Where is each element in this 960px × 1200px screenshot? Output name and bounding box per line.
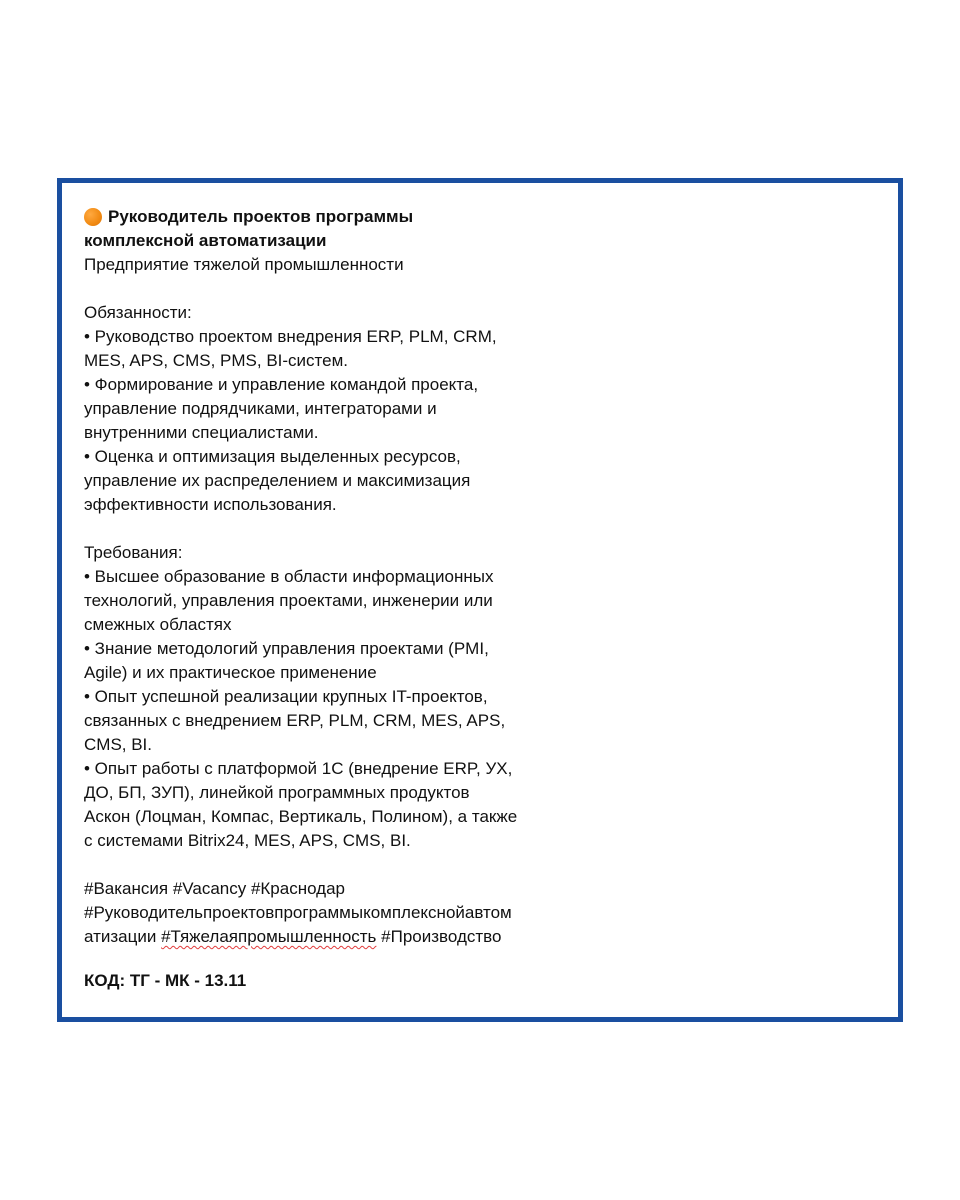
requirement-line: • Знание методологий управления проектами (PMI, — [84, 639, 489, 658]
hashtags — [84, 877, 604, 949]
hashtags-line-3 — [84, 925, 604, 949]
requirement-line: технологий, управления проектами, инженерии или — [84, 591, 493, 610]
duty-line: • Оценка и оптимизация выделенных ресурсов, — [84, 447, 461, 466]
duty-line: • Руководство проектом внедрения ERP, PLM, CRM, — [84, 327, 497, 346]
duty-line: эффективности использования. — [84, 495, 337, 514]
post-content — [84, 205, 604, 993]
requirement-line: • Опыт успешной реализации крупных IT-проектов, — [84, 687, 488, 706]
requirement-line: ДО, БП, ЗУП), линейкой программных продуктов — [84, 783, 470, 802]
requirement-line: смежных областях — [84, 615, 232, 634]
duty-line: MES, APS, CMS, PMS, BI-систем. — [84, 351, 348, 370]
requirement-line: Аскон (Лоцман, Компас, Вертикаль, Полином), а также — [84, 807, 518, 826]
duties-heading: Обязанности: — [84, 303, 192, 322]
post-title-line-2: комплексной автоматизации — [84, 231, 327, 250]
requirement-line: CMS, BI. — [84, 735, 153, 754]
requirement-line: связанных с внедрением ERP, PLM, CRM, MES, APS, — [84, 711, 506, 730]
requirement-line: с системами Bitrix24, MES, APS, CMS, BI. — [84, 831, 411, 850]
post-title-text-1: Руководитель проектов программы — [108, 207, 414, 226]
duty-line: управление подрядчиками, интеграторами и — [84, 399, 437, 418]
orange-circle-icon — [84, 208, 102, 226]
post-frame — [57, 178, 903, 1022]
company-name: Предприятие тяжелой промышленности — [84, 255, 404, 274]
post-title-line-1 — [84, 205, 604, 229]
duty-line: внутренними специалистами. — [84, 423, 319, 442]
requirements-heading: Требования: — [84, 543, 183, 562]
requirement-line: • Высшее образование в области информационных — [84, 567, 494, 586]
requirements-list — [84, 565, 604, 853]
duties-list — [84, 325, 604, 517]
hashtag-production[interactable]: #Производство — [376, 927, 502, 946]
requirement-line: • Опыт работы с платформой 1С (внедрение ERP, УХ, — [84, 759, 513, 778]
duty-line: управление их распределением и максимизация — [84, 471, 471, 490]
vacancy-code: КОД: ТГ - МК - 13.11 — [84, 971, 247, 990]
requirement-line: Agile) и их практическое применение — [84, 663, 377, 682]
hashtags-line-1[interactable]: #Вакансия #Vacancy #Краснодар — [84, 879, 346, 898]
duty-line: • Формирование и управление командой проекта, — [84, 375, 479, 394]
hashtag-continuation[interactable]: атизации — [84, 927, 162, 946]
hashtags-line-2[interactable]: #Руководительпроектовпрограммыкомплекснойавтом — [84, 903, 512, 922]
hashtag-heavy-industry[interactable]: #Тяжелаяпромышленность — [161, 927, 377, 946]
